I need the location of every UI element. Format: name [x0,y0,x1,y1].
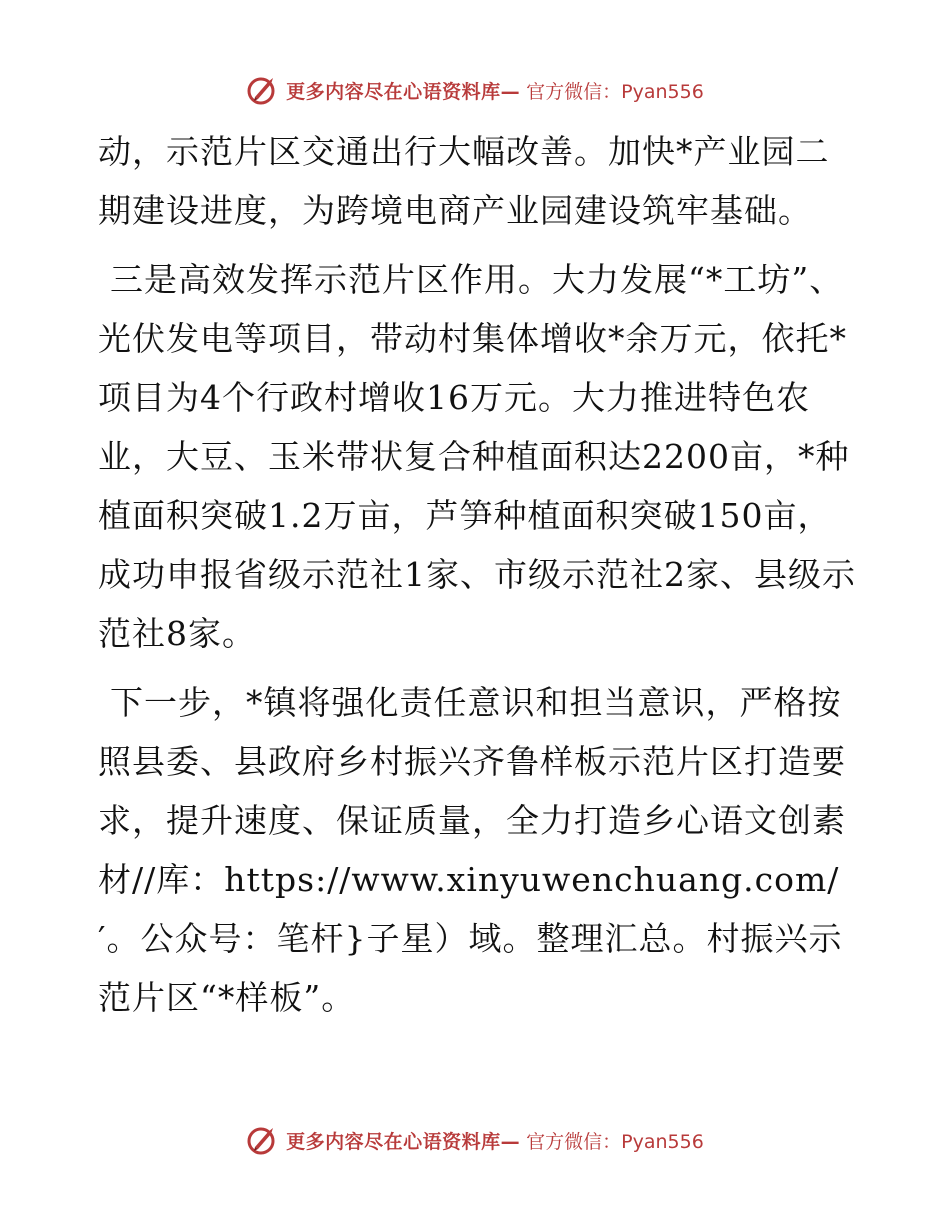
header-watermark [0,72,950,108]
watermark-wechat: 官方微信：Pyan556 [526,1130,704,1153]
footer-watermark [0,1122,950,1158]
paragraph-1: 动，示范片区交通出行大幅改善。加快*产业园二期建设进度，为跨境电商产业园建设筑牢基础。 [98,132,830,230]
pen-circle-logo-icon [246,73,280,107]
document-body [98,122,858,1037]
pen-circle-logo-icon [246,1123,280,1157]
paragraph-3: 下一步，*镇将强化责任意识和担当意识，严格按照县委、县政府乡村振兴齐鲁样板示范片区打造要求，提升速度、保证质量，全力打造乡心语文创素材//库：https://www.xinyuwenchuang.com/′。公众号：笔杆}子星）域。整理汇总。村振兴示范片区“*样板”。 [98,683,846,1017]
watermark-text: 更多内容尽在心语资料库— [286,80,521,103]
watermark-wechat: 官方微信：Pyan556 [526,80,704,103]
paragraph-2: 三是高效发挥示范片区作用。大力发展“*工坊”、光伏发电等项目，带动村集体增收*余万元，依托*项目为4个行政村增收16万元。大力推进特色农业，大豆、玉米带状复合种植面积达2200亩，*种植面积突破1.2万亩，芦笋种植面积突破150亩，成功申报省级示范社1家、市级示范社2家、县级示范社8家。 [98,260,856,653]
watermark-text: 更多内容尽在心语资料库— [286,1130,521,1153]
